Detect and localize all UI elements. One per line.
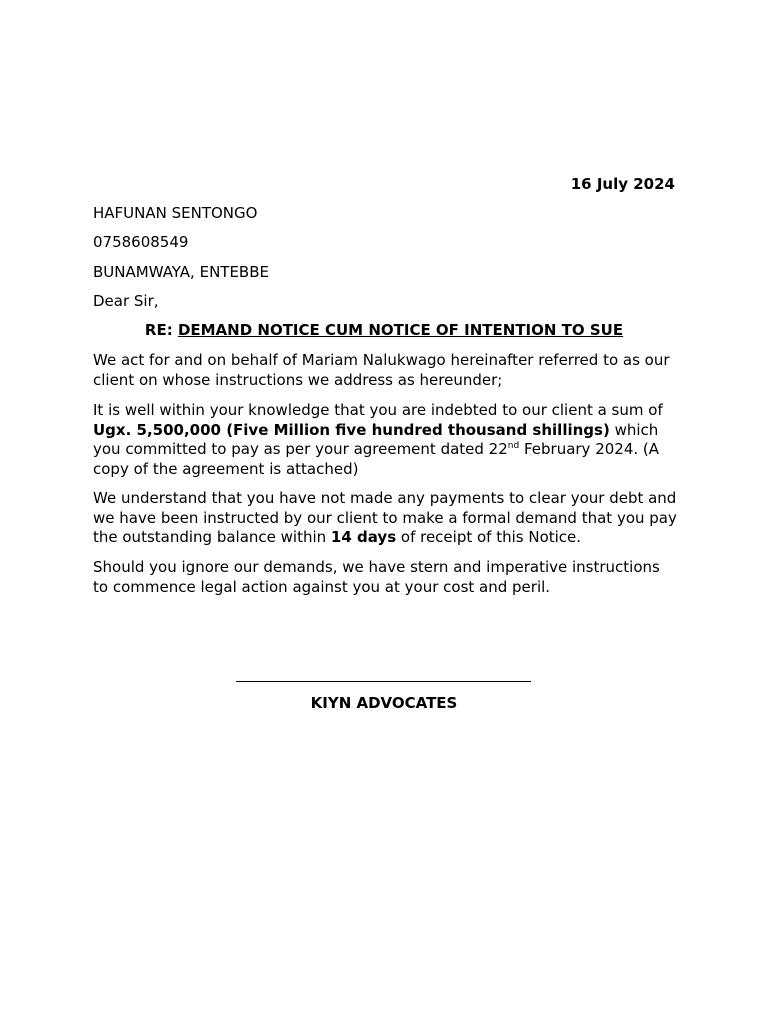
paragraph-engagement [93,351,678,390]
recipient-address: BUNAMWAYA, ENTEBBE [93,263,269,281]
subject-prefix: RE: [144,321,178,339]
signer-name: KIYN ADVOCATES [310,694,458,712]
paragraph-demand [93,489,678,548]
paragraph-demand-text-a: We understand that you have not made any payments to clear your debt and we have been instructed by our client to make a formal demand that you pay the outstanding balance within [93,489,677,547]
date-ordinal-suffix: nd [507,441,520,452]
signature-line [236,681,531,682]
paragraph-warning-text: Should you ignore our demands, we have stern and imperative instructions to commence legal action against you at your cost and peril. [93,558,660,596]
paragraph-debt-text-c: February 2024. (A copy of the agreement is attached) [93,440,660,478]
paragraph-engagement-text: We act for and on behalf of Mariam Nalukwago hereinafter referred to as our client on whose instructions we address as hereunder; [93,351,670,389]
recipient-phone: 0758608549 [93,233,189,251]
deadline-days: 14 days [330,528,397,547]
paragraph-warning [93,558,678,597]
debt-amount: Ugx. 5,500,000 (Five Million five hundred thousand shillings) [93,420,610,439]
paragraph-demand-text-b: of receipt of this Notice. [396,528,582,547]
salutation: Dear Sir, [93,292,159,310]
paragraph-debt-text-b: which you committed to pay as per your agreement dated 22 [93,420,659,459]
letter-date: 16 July 2024 [570,175,675,193]
paragraph-debt [93,401,678,479]
paragraph-debt-text-a: It is well within your knowledge that you are indebted to our client a sum of [93,401,663,419]
subject-title: DEMAND NOTICE CUM NOTICE OF INTENTION TO SUE [177,321,624,339]
recipient-name: HAFUNAN SENTONGO [93,204,258,222]
subject-line [93,321,675,341]
